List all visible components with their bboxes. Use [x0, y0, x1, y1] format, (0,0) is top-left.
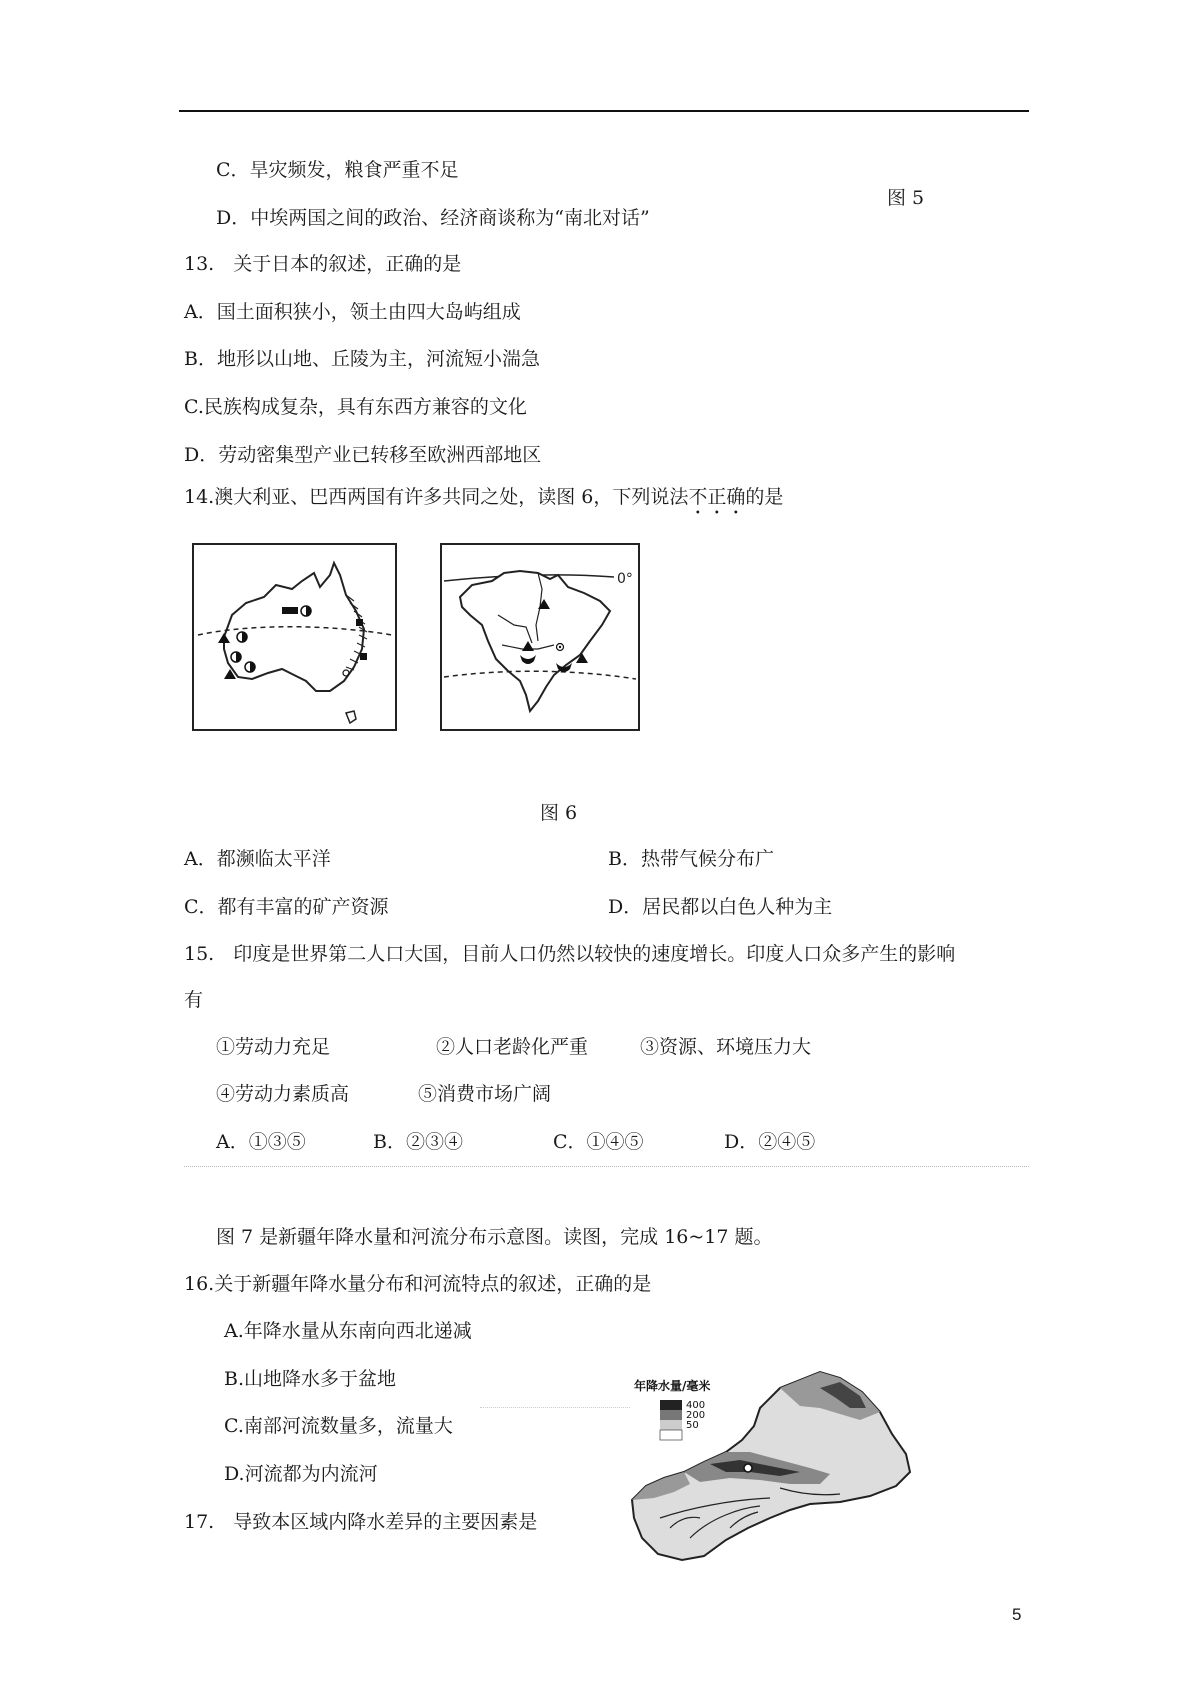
figure-5-label: 图 5: [887, 187, 925, 209]
q15-stem-line1: 15. 印度是世界第二人口大国，目前人口仍然以较快的速度增长。印度人口众多产生的影响: [184, 943, 956, 965]
q15-option-b: B．②③④: [373, 1131, 463, 1153]
brazil-map: [440, 543, 640, 731]
q13-option-a: A．国土面积狭小，领土由四大岛屿组成: [184, 301, 521, 323]
q16-option-a: A.年降水量从东南向西北递减: [224, 1320, 472, 1342]
legend-swatch-200: [660, 1410, 682, 1420]
q14-option-c: C．都有丰富的矿产资源: [184, 896, 389, 918]
brazil-map-equator-label: 0°: [617, 571, 633, 587]
q15-item-5: ⑤消费市场广阔: [418, 1083, 552, 1105]
page-number: 5: [1012, 1605, 1022, 1624]
q16-option-c: C.南部河流数量多，流量大: [224, 1415, 453, 1437]
q13-option-c: C.民族构成复杂，具有东西方兼容的文化: [184, 396, 527, 418]
q16-option-d: D.河流都为内流河: [224, 1463, 378, 1485]
q14-stem-emphasis: 不正确: [688, 486, 746, 508]
legend-title: 年降水量/毫米: [634, 1379, 711, 1393]
q15-option-a: A．①③⑤: [216, 1131, 306, 1153]
q15-item-2: ②人口老龄化严重: [436, 1036, 589, 1058]
section-divider: [184, 1166, 1029, 1167]
q12-option-d: D．中埃两国之间的政治、经济商谈称为“南北对话”: [216, 207, 650, 229]
figure-6-label: 图 6: [540, 802, 578, 824]
q12-option-c: C．旱灾频发，粮食严重不足: [216, 159, 459, 181]
q16-option-b: B.山地降水多于盆地: [224, 1368, 397, 1390]
q14-option-b: B．热带气候分布广: [608, 848, 774, 870]
q14-option-a: A．都濒临太平洋: [184, 848, 331, 870]
q13-option-d: D．劳动密集型产业已转移至欧洲西部地区: [184, 444, 542, 466]
q13-option-b: B．地形以山地、丘陵为主，河流短小湍急: [184, 348, 540, 370]
legend-swatch-0: [660, 1430, 682, 1440]
q15-item-3: ③资源、环境压力大: [640, 1036, 812, 1058]
legend-label-400: 400: [686, 1400, 706, 1411]
xinjiang-precipitation-map: [630, 1368, 920, 1568]
q15-item-1: ①劳动力充足: [216, 1036, 331, 1058]
q15-item-4: ④劳动力素质高: [216, 1083, 350, 1105]
q15-option-c: C．①④⑤: [553, 1131, 644, 1153]
legend-label-50: 50: [686, 1420, 699, 1431]
q16-dotted-guide: [480, 1407, 630, 1408]
intro-16-17: 图 7 是新疆年降水量和河流分布示意图。读图，完成 16~17 题。: [216, 1226, 773, 1248]
legend-swatch-50: [660, 1420, 682, 1430]
q16-stem: 16.关于新疆年降水量分布和河流特点的叙述，正确的是: [184, 1273, 652, 1295]
q15-stem-line2: 有: [184, 989, 204, 1011]
australia-map: [192, 543, 397, 731]
q13-stem: 13. 关于日本的叙述，正确的是: [184, 253, 462, 275]
q17-stem: 17. 导致本区域内降水差异的主要因素是: [184, 1511, 538, 1533]
q15-option-d: D．②④⑤: [724, 1131, 816, 1153]
header-rule: [179, 110, 1029, 112]
legend-swatch-400: [660, 1400, 682, 1410]
q14-option-d: D．居民都以白色人种为主: [608, 896, 833, 918]
q14-stem: 14.澳大利亚、巴西两国有许多共同之处，读图 6，下列说法不正确的是: [184, 486, 784, 508]
legend-label-200: 200: [686, 1410, 706, 1421]
